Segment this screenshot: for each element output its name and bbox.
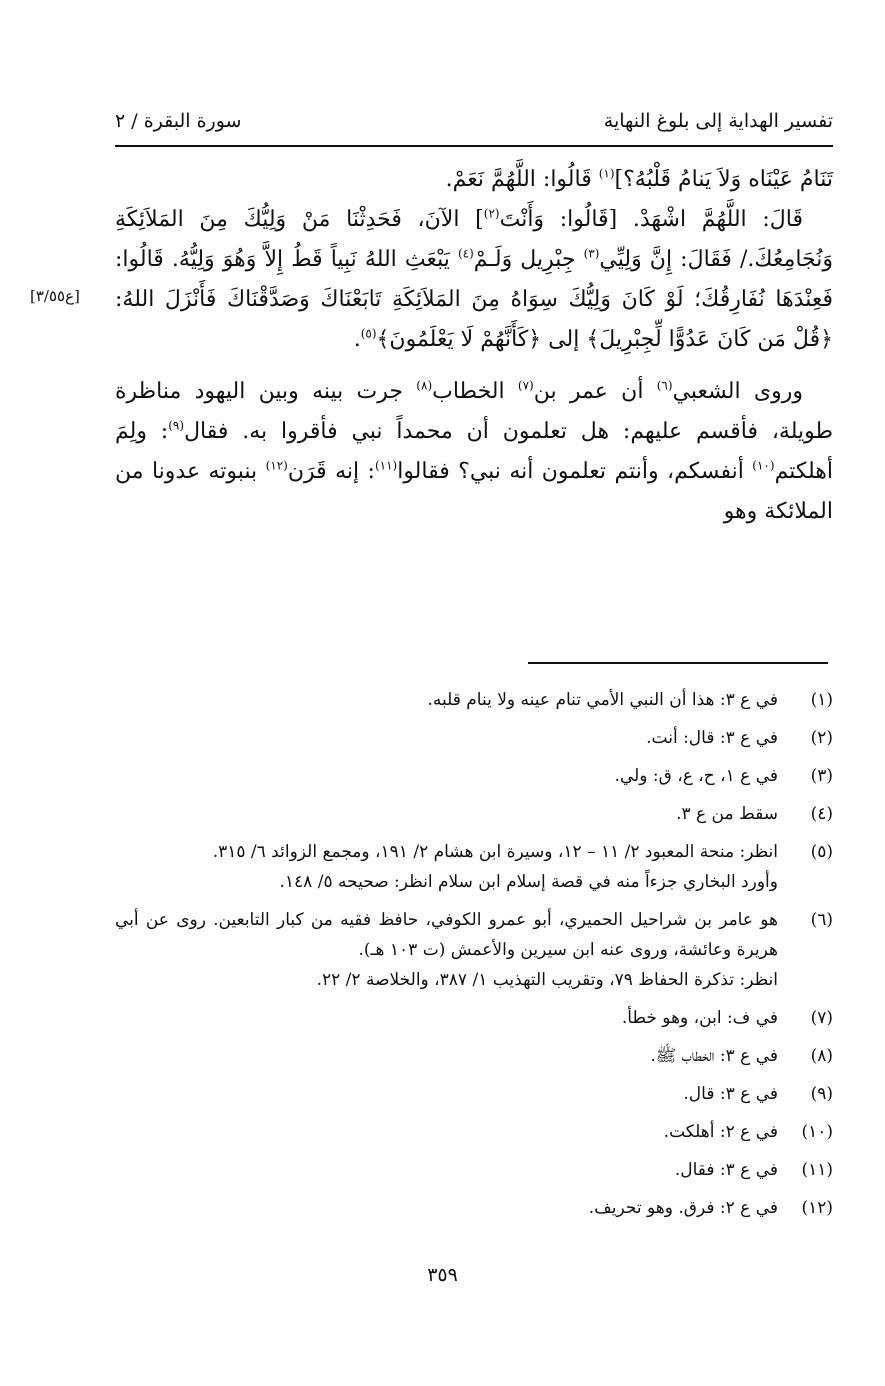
header-rule <box>115 145 833 147</box>
footnote-item <box>115 761 833 791</box>
paragraph-1 <box>115 160 833 200</box>
footnote-ref[interactable]: (٧) <box>517 378 534 393</box>
book-title: تفسير الهداية إلى بلوغ النهاية <box>603 110 833 132</box>
footnote-text <box>115 761 778 791</box>
footnote-ref[interactable]: (٤) <box>457 246 474 261</box>
text-run: ] الآنَ، فَحَدِثْنَا مَنْ وَلِيُّكَ مِنَ المَلاَئِكَةِ وَنُجَامِعُكَ./ فَقَالَ: إِنَّ وَلِيِّي <box>115 207 834 272</box>
footnote-ref[interactable]: (٢) <box>483 206 500 221</box>
text-run: جرت بينه وبين اليهود مناظرة طويلة، فأقسم عليهم: هل تعلمون أن محمداً نبي فأقروا به. فقال <box>115 379 834 444</box>
footnote-ref[interactable]: (٥) <box>360 326 377 341</box>
footnote-item <box>115 723 833 753</box>
footnote-line: في ع ٣: قال. <box>683 1084 778 1104</box>
footnote-text <box>115 1155 778 1185</box>
footnote-ref[interactable]: (١٠) <box>752 458 775 473</box>
text-run: جِبْرِيل وَلَـمْ <box>473 247 584 272</box>
footnote-number: (١٢) <box>801 1198 833 1218</box>
footnote-text <box>115 1193 778 1223</box>
footnote-item <box>115 1193 833 1223</box>
footnote-line: في ع ١، ح، ع، ق: ولي. <box>614 766 778 786</box>
footnote-line: انظر: تذكرة الحفاظ ٧٩، وتقريب التهذيب ١/ ٣٨٧، والخلاصة ٢/ ٢٢. <box>316 970 778 990</box>
footnote-item <box>115 905 833 995</box>
footnote-line: في ع ٣: هذا أن النبي الأمي تنام عينه ولا ينام قلبه. <box>427 690 778 710</box>
footnote-line: في ف: ابن، وهو خطأ. <box>621 1008 778 1028</box>
text-run: الخطاب <box>432 379 518 404</box>
footnote-ref[interactable]: (٨) <box>416 378 433 393</box>
footnote-line: في ع ٢: فرق. وهو تحريف. <box>588 1198 778 1218</box>
footnote-item <box>115 1117 833 1147</box>
footnote-number: (١٠) <box>801 1122 833 1142</box>
main-text <box>115 160 833 532</box>
footnote-line: هو عامر بن شراحيل الحميري، أبو عمرو الكوفي، حافظ فقيه من كبار التابعين. روى عن أبي هريرة وعائشة، وروى عنه ابن سيرين والأعمش (ت ١٠٣ هـ). <box>115 910 778 960</box>
footnote-item <box>115 685 833 715</box>
footnote-text <box>115 905 778 995</box>
footnote-text <box>115 1041 778 1071</box>
footnote-item <box>115 837 833 897</box>
footnote-item <box>115 1155 833 1185</box>
footnote-text <box>115 837 778 897</box>
footnote-ref[interactable]: (١٢) <box>265 458 288 473</box>
paragraph-2 <box>115 200 833 360</box>
footnote-item <box>115 1003 833 1033</box>
footnote-ref[interactable]: (٣) <box>583 246 600 261</box>
footnote-ref[interactable]: (٩) <box>168 418 185 433</box>
footnote-text <box>115 799 778 829</box>
footnote-text <box>115 685 778 715</box>
footnote-text <box>115 723 778 753</box>
paragraph-3 <box>115 372 833 532</box>
page-number: ٣٥٩ <box>427 1264 458 1286</box>
footnote-ref[interactable]: (٦) <box>656 378 673 393</box>
footnotes-list <box>115 685 833 1231</box>
text-run: بنبوته عدونا من الملائكة وهو <box>115 459 833 524</box>
footnote-item <box>115 1041 833 1071</box>
text-run: : ولِمَ أهلكتم <box>115 419 833 484</box>
footnote-number: (٢) <box>810 728 833 748</box>
footnote-line: في ع ٣: الخطاب ﷺ. <box>650 1046 778 1066</box>
footnote-text <box>115 1079 778 1109</box>
text-run: أن عمر بن <box>533 379 657 404</box>
footnote-text <box>115 1117 778 1147</box>
text-run: تَنَامُ عَيْنَاه وَلاَ يَنامُ قَلْبُهُ؟] <box>614 167 833 192</box>
footnote-line: في ع ٣: فقال. <box>674 1160 778 1180</box>
footnote-number: (١١) <box>801 1160 833 1180</box>
footnote-number: (٦) <box>810 910 833 930</box>
footnote-line: في ع ٢: أهلكت. <box>663 1122 778 1142</box>
footnote-text <box>115 1003 778 1033</box>
text-run: وروى الشعبي <box>672 379 803 404</box>
footnote-number: (٤) <box>810 804 833 824</box>
footnote-separator <box>528 662 828 664</box>
manuscript-margin-note: [ع٣/٥٥] <box>30 287 80 305</box>
surah-label: سورة البقرة / ٢ <box>115 110 242 132</box>
text-run: . <box>353 327 361 352</box>
footnote-line: سقط من ع ٣. <box>676 804 778 824</box>
running-header <box>115 110 833 140</box>
footnote-item <box>115 1079 833 1109</box>
footnote-number: (٩) <box>810 1084 833 1104</box>
footnote-line: انظر: منحة المعبود ٢/ ١١ – ١٢، وسيرة ابن هشام ٢/ ١٩١، ومجمع الزوائد ٦/ ٣١٥. <box>212 842 778 862</box>
footnote-number: (٣) <box>810 766 833 786</box>
footnote-number: (٧) <box>810 1008 833 1028</box>
text-run: أنفسكم، وأنتم تعلمون أنه نبي؟ فقالوا <box>397 459 753 484</box>
footnote-item <box>115 799 833 829</box>
footnote-number: (١) <box>810 690 833 710</box>
footnote-number: (٨) <box>810 1046 833 1066</box>
footnote-ref[interactable]: (١١) <box>374 458 398 473</box>
text-run: : إنه قَرَن <box>287 459 375 484</box>
footnote-number: (٥) <box>810 842 833 862</box>
footnote-line: وأورد البخاري جزءاً منه في قصة إسلام ابن سلام انظر: صحيحه ٥/ ١٤٨. <box>279 872 778 892</box>
text-run: يَبْعَثِ اللهُ نَبِياً قَطُ إِلاَّ وَهُوَ وَلِيُّهُ. قَالُوا: فَعِنْدَهَا نُفَارِقُكَ؛ لَوْ كَانَ وَلِيُّكَ سِوَاهُ مِنَ المَلاَئِكَةِ تَابَعْنَاكَ وَصَدَّقْنَاكَ فَأَنْزَلَ اللهُ: ﴿قُلْ مَن كَانَ عَدُوًّا لِّجِبْرِيلَ﴾ إلى ﴿كَأَنَّهُمْ لَا يَعْلَمُونَ﴾ <box>115 247 833 352</box>
footnote-ref[interactable]: (١) <box>598 166 615 181</box>
footnote-line: في ع ٣: قال: أنت. <box>646 728 778 748</box>
text-run: قَالَ: اللَّهُمَّ اشْهَدْ. [قَالُوا: وَأَنْتَ <box>499 207 803 232</box>
text-run: قَالُوا: اللَّهُمَّ نَعَمْ. <box>445 167 599 192</box>
